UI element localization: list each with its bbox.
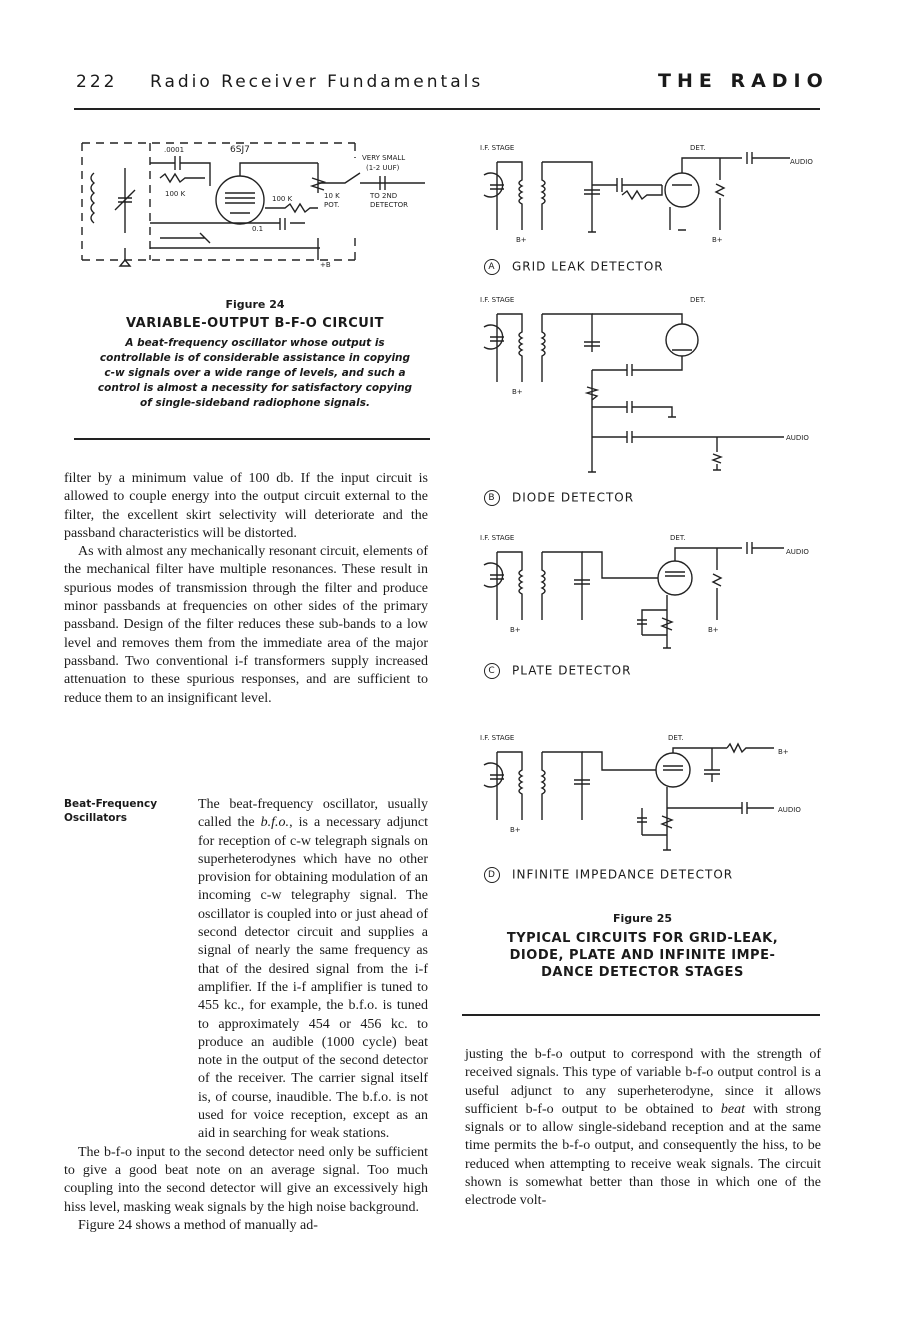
paragraph: The beat-frequency oscillator, usually called the b.f.o., is a necessary adjunct for reception of c-w telegraph signals on superheterodynes which have no other provision for obtaining modulation of an incoming c-w telegraphy signal. The oscillator is coupled into or just ahead of second detector circuit and supplies a signal of nearly the same frequency as that of the desired signal from the i-f amplifier. If the i-f amplifier is tuned to 455 kc., for example, the b.f.o. is tuned to approximately 454 or 456 kc. to produce an audible (1000 cycle) beat note in the output of the second detector of the receiver. The carrier signal itself is, of course, inaudible. The b.f.o. is not used for voice reception, except as an aid in searching for weak stations. xyxy=(198,797,428,1142)
paragraph: The b-f-o input to the second detector need only be sufficient to give a good beat note on an average signal. Too much coupling into the second detector will give an excessively high hiss level, masking weak signals by the high noise background. xyxy=(64,1144,428,1215)
svg-text:DET.: DET. xyxy=(668,734,684,742)
paragraph: Figure 24 shows a method of manually ad- xyxy=(78,1217,318,1233)
svg-text:B+: B+ xyxy=(516,236,527,244)
svg-text:B+: B+ xyxy=(512,388,523,396)
label-100k-b: 100 K xyxy=(272,195,293,203)
label-cap-0001: .0001 xyxy=(164,146,185,154)
right-column-text xyxy=(465,1046,821,1211)
left-column-upper xyxy=(64,470,428,708)
svg-text:B+: B+ xyxy=(510,626,521,634)
label-detector: DETECTOR xyxy=(370,201,409,209)
paragraph: As with almost any mechanically resonant circuit, elements of the mechanical filter have multiple resonances. These result in spurious modes of transmission through the filter and produce minor passbands at frequencies on other sides of the primary passband. Design of the filter reduces these sub-bands to a low level and removes them from the immediate area of the major passband. Two conventional i-f transformers supply increased attenuation to these spurious responses, and are sufficient to reduce them to an insignificant level. xyxy=(64,544,428,706)
svg-text:B+: B+ xyxy=(778,748,789,756)
paragraph: justing the b-f-o output to correspond with the strength of received signals. This type of variable b-f-o output control is a useful adjunct to any superheterodyne, since it allows sufficient b-f-o output to be obtained to beat with strong signals or to allow single-sideband reception and at the same time permits the b-f-o output, and consequently the hiss, to be reduced when attempting to receive weak signals. The circuit shown is somewhat better than those in which one of the electrode volt- xyxy=(465,1047,821,1209)
label-cap-01: 0.1 xyxy=(252,225,264,233)
figure-25-rule xyxy=(462,1014,820,1016)
svg-text:DET.: DET. xyxy=(690,296,706,304)
left-column-lower xyxy=(64,796,428,1235)
label-if-stage: I.F. STAGE xyxy=(480,144,515,152)
schematic-a-grid-leak xyxy=(472,140,822,250)
svg-text:B+: B+ xyxy=(712,236,723,244)
circuit-c-caption: C PLATE DETECTOR xyxy=(484,663,631,679)
svg-text:B+: B+ xyxy=(708,626,719,634)
figure-24-title: VARIABLE-OUTPUT B-F-O CIRCUIT xyxy=(125,316,384,331)
svg-text:DET.: DET. xyxy=(670,534,686,542)
header-rule xyxy=(74,108,820,110)
schematic-d-infinite-impedance xyxy=(472,730,822,862)
label-to-2nd: TO 2ND xyxy=(370,192,398,200)
schematic-c-plate xyxy=(472,530,822,660)
svg-text:I.F. STAGE: I.F. STAGE xyxy=(480,734,515,742)
label-100k-a: 100 K xyxy=(165,190,186,198)
figure-25-title: TYPICAL CIRCUITS FOR GRID-LEAK, DIODE, PLATE AND INFINITE IMPE- DANCE DETECTOR STAGES xyxy=(506,931,779,980)
figure-24-caption: A beat-frequency oscillator whose output is controllable is of considerable assistance in copying c-w signals over a wide range of levels, and such a control is almost a necessity for satisfactory copying of single-sideband radiophone signals. xyxy=(97,337,413,409)
figure-24-rule xyxy=(74,438,430,440)
label-tube-6sj7: 6SJ7 xyxy=(230,145,250,155)
svg-text:I.F. STAGE: I.F. STAGE xyxy=(480,296,515,304)
page-number: 222 xyxy=(76,72,118,92)
label-bplus: +B xyxy=(320,261,331,269)
label-pot: POT. xyxy=(324,201,340,209)
svg-text:B+: B+ xyxy=(510,826,521,834)
figure-25-number: Figure 25 xyxy=(612,912,672,925)
label-audio: AUDIO xyxy=(790,158,813,166)
circuit-d-caption: D INFINITE IMPEDANCE DETECTOR xyxy=(484,867,733,883)
label-very-small: VERY SMALL xyxy=(362,154,406,162)
label-det: DET. xyxy=(690,144,706,152)
circuit-a-caption: A GRID LEAK DETECTOR xyxy=(484,259,664,275)
circuit-b-caption: B DIODE DETECTOR xyxy=(484,490,634,506)
svg-text:AUDIO: AUDIO xyxy=(778,806,801,814)
figure-24-schematic xyxy=(80,138,440,273)
svg-text:I.F. STAGE: I.F. STAGE xyxy=(480,534,515,542)
running-head-title: Radio Receiver Fundamentals xyxy=(150,72,484,92)
label-uuf: (1-2 UUF) xyxy=(366,164,400,172)
running-head-section: THE RADIO xyxy=(658,70,829,92)
svg-text:AUDIO: AUDIO xyxy=(786,548,809,556)
paragraph: filter by a minimum value of 100 db. If the input circuit is allowed to couple energy into the output circuit external to the filter, the excellent skirt selectivity will deteriorate and the passband characteristics will be distorted. xyxy=(64,471,428,541)
schematic-b-diode xyxy=(472,292,822,482)
label-pot-10k: 10 K xyxy=(324,192,340,200)
svg-text:AUDIO: AUDIO xyxy=(786,434,809,442)
figure-24-number: Figure 24 xyxy=(225,298,285,311)
side-heading: Beat-Frequency Oscillators xyxy=(64,798,158,824)
